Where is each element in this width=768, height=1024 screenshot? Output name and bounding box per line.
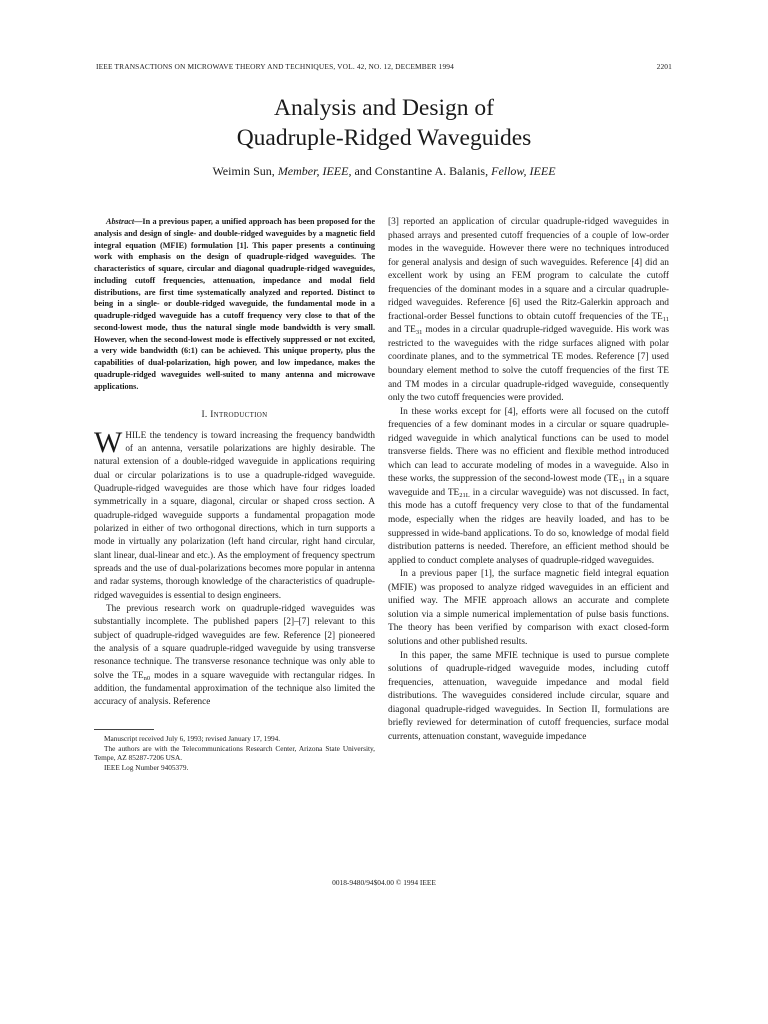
abstract: [94, 216, 375, 392]
subscript: 11: [662, 315, 669, 323]
footnote-divider: [94, 729, 154, 730]
author-1: Weimin Sun,: [212, 164, 275, 178]
author-2-role: Fellow, IEEE: [491, 164, 556, 178]
author-1-role: Member, IEEE,: [277, 164, 352, 178]
right-column: [388, 216, 669, 744]
drop-cap: W: [94, 425, 123, 459]
section-number: I.: [201, 410, 208, 421]
journal-name: IEEE TRANSACTIONS ON MICROWAVE THEORY AND TECHNIQUES, VOL. 42, NO. 12, DECEMBER 1994: [96, 62, 454, 71]
right-paragraph-1-text-b: and TE: [388, 325, 416, 336]
page-number: 2201: [656, 62, 672, 71]
intro-paragraph-1-text: HILE the tendency is toward increasing the frequency bandwidth of an antenna, versatile polarizations are highly desirable. The natural extension of a double-ridged waveguide in applications requiring dual or circular polarizations is to use a quadruple-ridged waveguide. Quadruple-ridged waveguides are those which have four ridges loaded symmetrically in a square, diagonal, circular or shaped cross section. A quadruple-ridged waveguide supports a fundamental propagation mode polarized in either of two orthogonal directions, which in turn supports a mode in virtually any polarization (left hand circular, right hand circular, slant linear, dual-linear and etc.). As the employment of frequency spectrum spreads and the use of dual-polarizations becomes more popular in antenna and radar systems, thorough knowledge of the characteristics of quadruple-ridged waveguides is essential to design engineers.: [94, 429, 375, 600]
right-paragraph-2: [388, 406, 669, 569]
footnote-received: Manuscript received July 6, 1993; revised January 17, 1994.: [104, 733, 281, 743]
subscript: 31: [415, 329, 423, 337]
right-paragraph-2-text-a: In these works except for [4], efforts were all focused on the cutoff frequencies of a few dominant modes in a circular or square quadruple-ridged waveguide in which analytical functions can be used to model transverse fields. There was no efficient and flexible method introduced which can lead to accurate modeling of modes in a waveguide. Also in these works, the suppression of the second-lowest mode (TE: [388, 406, 669, 485]
author-2: and Constantine A. Balanis,: [354, 164, 489, 178]
left-column: [94, 216, 375, 773]
abstract-text: In a previous paper, a unified approach has been proposed for the analysis and design of single- and double-ridged waveguides by a magnetic field integral equation (MFIE) formulation [1]. This paper presents a continuing work with emphasis on the design of quadruple-ridged waveguides. The characteristics of square, circular and diagonal quadruple-ridged waveguides, including cutoff frequencies, attenuation, impedance and modal field distributions, are first time systematically analyzed and reported. Distinct to being in a single- or double-ridged waveguide, the fundamental mode in a quadruple-ridged waveguide has a cutoff frequency very close to that of the second-lowest mode, thus the natural single mode bandwidth is very small. However, when the second-lowest mode is effectively suppressed or not excited, a very wide bandwidth (6:1) can be achieved. This unique property, plus the capabilities of dual-polarization, high power, and low impedance, makes the quadruple-ridged waveguides well-suited to many antenna and microwave applications.: [94, 217, 375, 391]
intro-paragraph-2-text-a: The previous research work on quadruple-ridged waveguides was substantially incomplete. The published papers [2]–[7] relevant to this subject of quadruple-ridged waveguides are few. Reference [2] pioneered the analysis of a square quadruple-ridged waveguide by using transverse resonance technique. The transverse resonance technique was only able to solve the TE: [94, 603, 375, 680]
running-head: [96, 62, 672, 71]
footnotes: [94, 734, 375, 773]
intro-paragraph-2-text-b: modes in a square waveguide with rectangular ridges. In addition, the fundamental approximation of the technique also limited the accuracy of analysis. Reference: [94, 669, 375, 707]
intro-paragraph-1: [94, 425, 375, 602]
right-paragraph-1: [388, 216, 669, 406]
title-line-1: Analysis and Design of: [274, 95, 494, 121]
paper-title: [0, 93, 768, 153]
intro-paragraph-2: [94, 602, 375, 709]
title-line-2: Quadruple-Ridged Waveguides: [236, 125, 532, 151]
right-paragraph-1-text-a: [3] reported an application of circular quadruple-ridged waveguides in phased arrays and presented cutoff frequencies of a couple of low-order modes in the waveguide. However there were no techniques introduced for general analysis and design of such waveguides. Reference [4] did an excellent work by using an FEM program to calculate the cutoff frequencies of the dominant modes in a square and a circular quadruple-ridged waveguides. Reference [6] used the Ritz-Galerkin approach and fractional-order Bessel functions to obtain cutoff frequencies of the TE: [388, 217, 669, 322]
right-paragraph-2-text-c: in a circular waveguide) was not discussed. In fact, this mode has a cutoff frequency very close to that of the fundamental mode, especially when the ridges are heavily loaded, and has to be suppressed in wide-band applications. To do so, knowledge of modal field distribution patterns is needed. Therefore, an efficient method should be applied to conduct complete analyses of quadruple-ridged waveguides.: [388, 487, 669, 566]
subscript: 11: [618, 478, 625, 486]
section-title: Introduction: [210, 410, 268, 421]
right-paragraph-2-text-b: in a square waveguide and TE: [388, 474, 670, 498]
subscript: 21L: [459, 491, 470, 499]
section-heading-introduction: [94, 409, 375, 422]
right-paragraph-1-text-c: modes in a circular quadruple-ridged waveguide. His work was restricted to the waveguides with the ridge surfaces aligned with polar coordinate planes, and to the symmetrical TE modes. Reference [7] used boundary element method to solve the cutoff frequencies of the first TE and TM modes in a circular quadruple-ridged waveguide, consequently only the two cutoff frequencies were provided.: [388, 325, 670, 404]
right-paragraph-3: In a previous paper [1], the surface magnetic field integral equation (MFIE) was proposed to analyze ridged waveguides in an efficient and unified way. The MFIE approach allows an accurate and complete solution via a simple numerical implementation of pulse basis functions. The theory has been verified by comparison with exact closed-form solutions and other published results.: [388, 569, 669, 647]
subscript: n0: [143, 674, 151, 682]
copyright-code: 0018-9480/94$04.00 © 1994 IEEE: [332, 878, 436, 887]
right-paragraph-4: In this paper, the same MFIE technique is used to pursue complete solutions of quadruple-ridged waveguide modes, including cutoff frequencies, attenuation, waveguide impedance and modal field distributions. The waveguides considered include circular, square and diagonal quadruple-ridged waveguides. In Section II, formulations are briefly reviewed for determination of cutoff frequencies, surface modal currents, attenuation constant, waveguide impedance: [388, 650, 669, 742]
abstract-lead: Abstract—: [106, 217, 143, 226]
footnote-affiliation: The authors are with the Telecommunications Research Center, Arizona State University, Tempe, AZ 85287-7206 USA.: [94, 743, 375, 763]
footnote-log-number: IEEE Log Number 9405379.: [104, 763, 189, 773]
author-line: [0, 164, 768, 179]
